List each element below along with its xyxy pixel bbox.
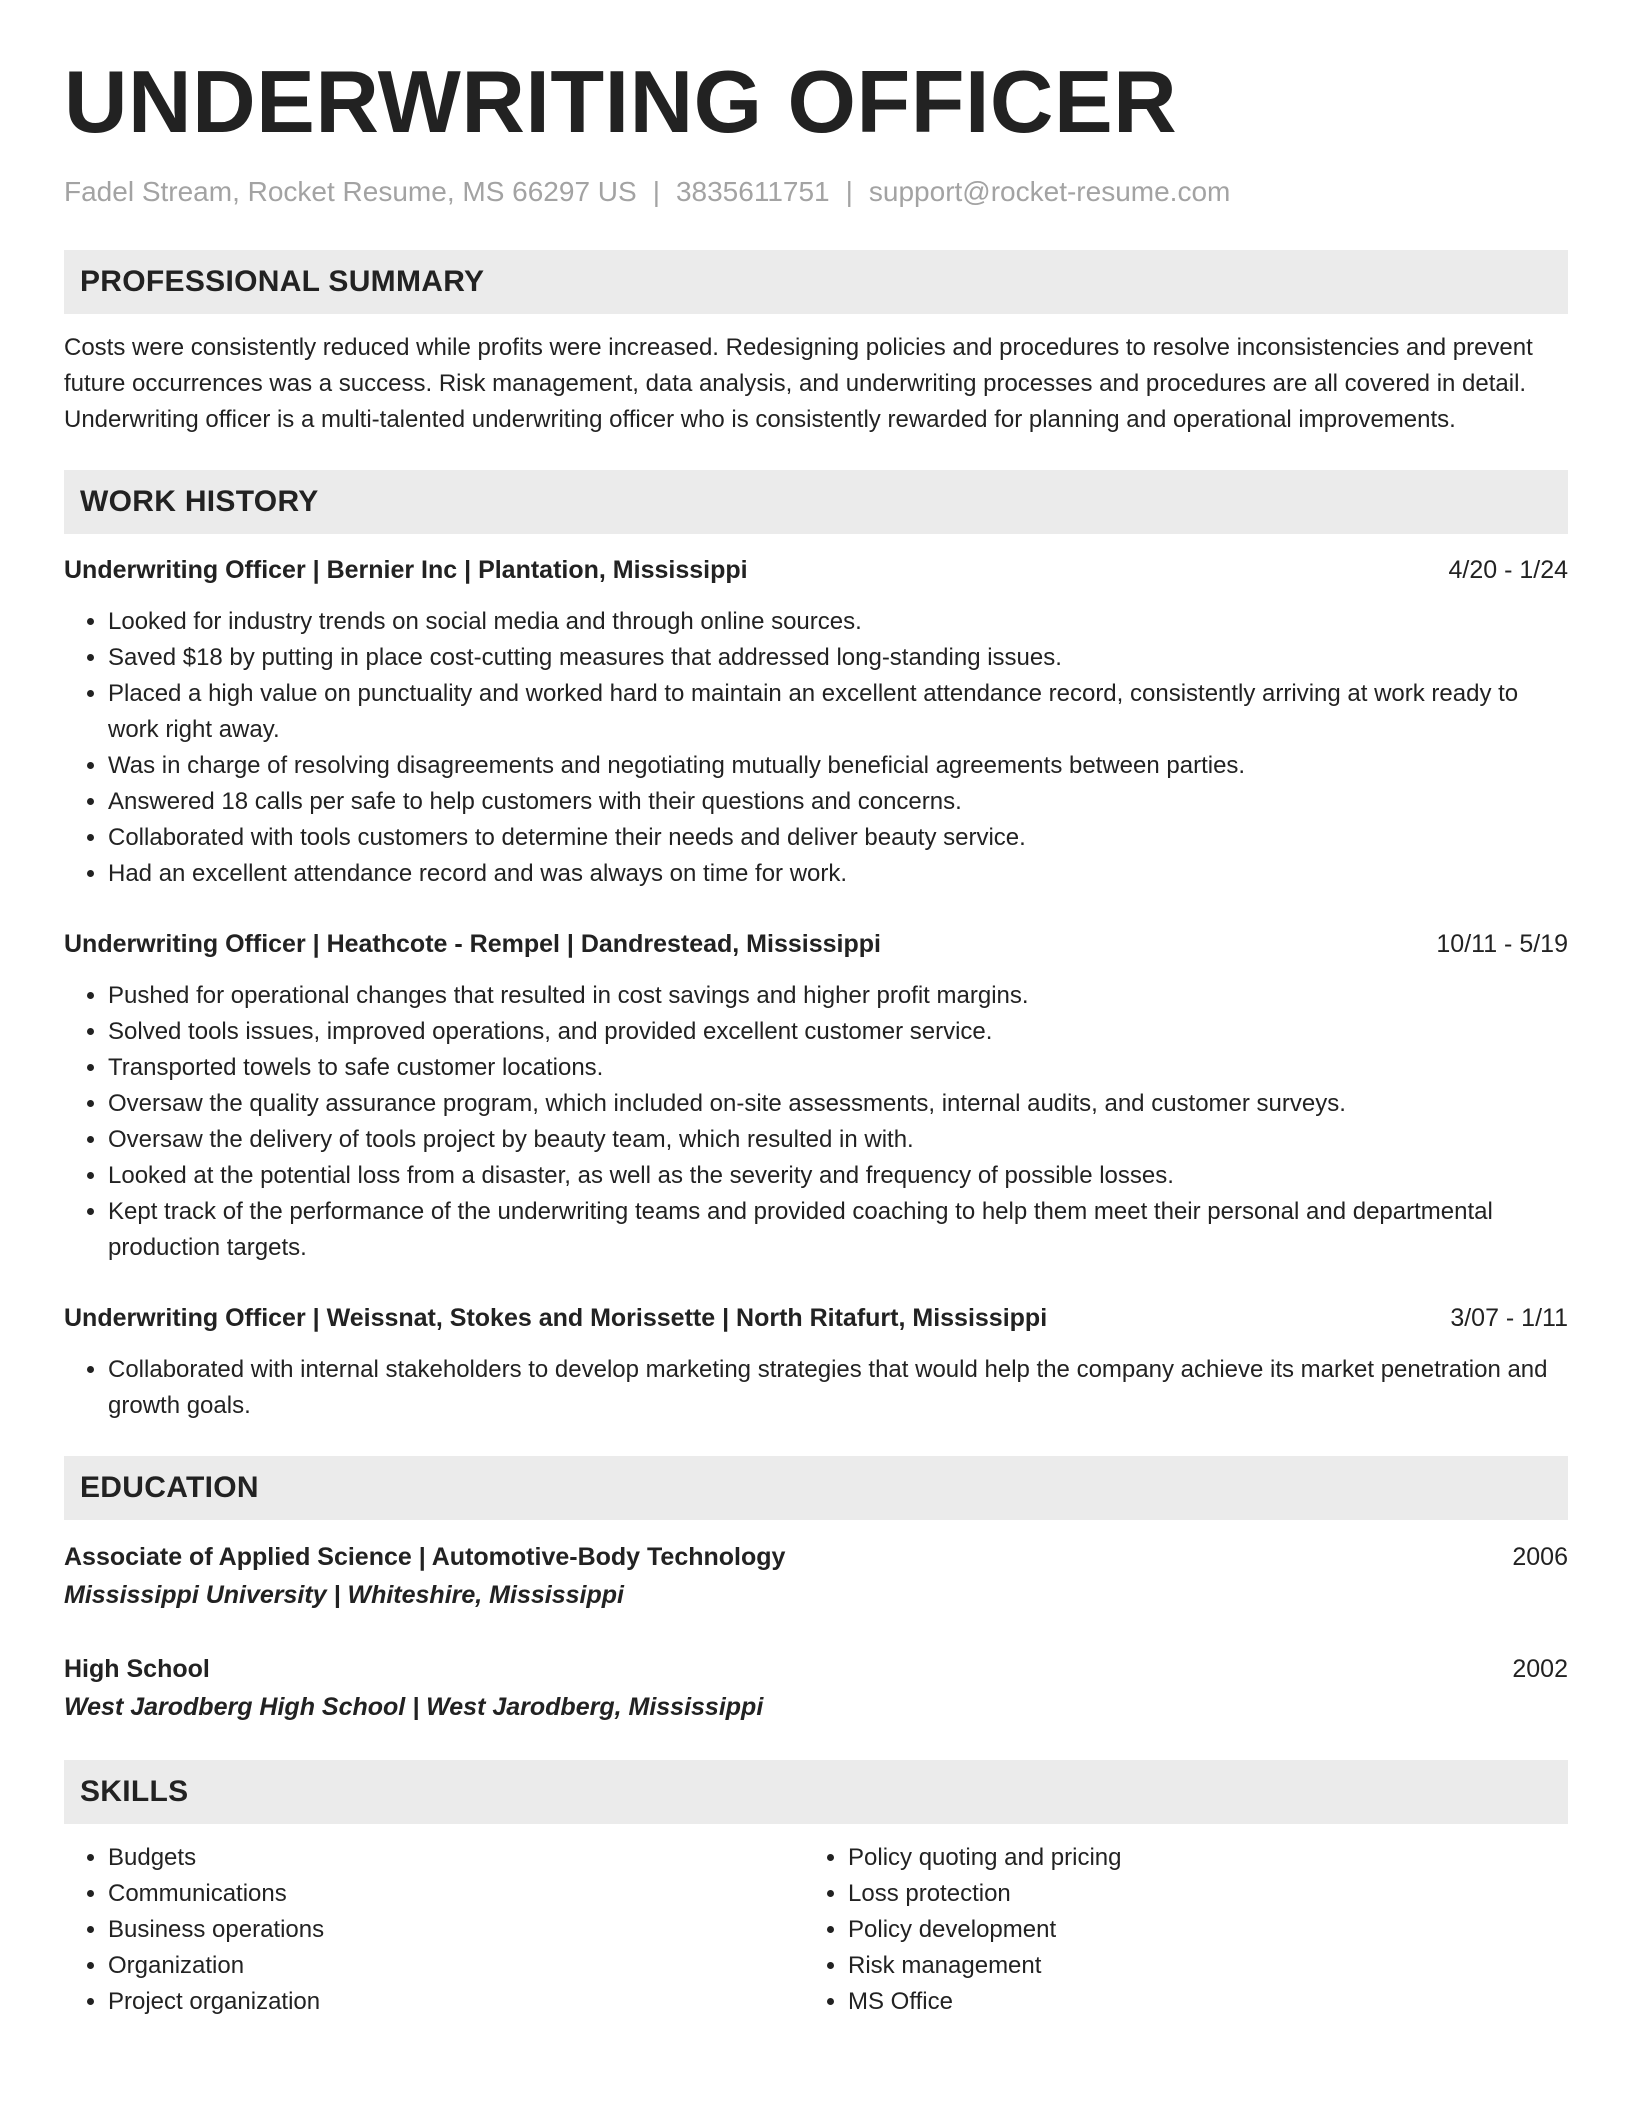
job-bullet: • Collaborated with tools customers to determine their needs and deliver beauty service. (108, 820, 1568, 856)
summary-heading: PROFESSIONAL SUMMARY (80, 265, 485, 298)
skill-item: • Policy development (848, 1912, 1568, 1948)
job-bullet: • Saved $18 by putting in place cost-cutting measures that addressed long-standing issues. (108, 640, 1568, 676)
skill-item: • Organization (108, 1948, 804, 1984)
education-entry (64, 1538, 1568, 1614)
job-bullet: • Answered 18 calls per safe to help customers with their questions and concerns. (108, 784, 1568, 820)
work-history-section-header (64, 470, 1568, 534)
contact-address: Fadel Stream, Rocket Resume, MS 66297 US (64, 176, 637, 207)
job-bullet: • Placed a high value on punctuality and worked hard to maintain an excellent attendance record, consistently arriving at work ready to work right away. (108, 676, 1568, 748)
skills-heading: SKILLS (80, 1775, 189, 1808)
job-bullet: • Had an excellent attendance record and was always on time for work. (108, 856, 1568, 892)
contact-phone: 3835611751 (675, 176, 830, 207)
contact-email[interactable]: support@rocket-resume.com (868, 176, 1231, 207)
education-entry (64, 1650, 1568, 1726)
job-dates: 4/20 - 1/24 (1448, 556, 1568, 584)
skill-item: • Project organization (108, 1984, 804, 2020)
summary-text: Costs were consistently reduced while profits were increased. Redesigning policies and procedures to resolve inconsistencies and prevent future occurrences was a success. Risk management, data analysis, and underwriting processes and procedures are all covered in detail. Underwriting officer is a multi-talented underwriting officer who is consistently rewarded for planning and operational improvements. (64, 334, 1533, 433)
education-degree: High School (64, 1655, 210, 1683)
education-year: 2002 (1512, 1655, 1568, 1683)
skill-item: • Communications (108, 1876, 804, 1912)
contact-line (64, 174, 1568, 210)
job-entry (64, 1300, 1568, 1424)
skills-section-header (64, 1760, 1568, 1824)
job-bullet: • Oversaw the delivery of tools project by beauty team, which resulted in with. (108, 1122, 1568, 1158)
job-entry (64, 926, 1568, 1266)
job-dates: 10/11 - 5/19 (1436, 930, 1568, 958)
job-bullet: • Looked at the potential loss from a disaster, as well as the severity and frequency of possible losses. (108, 1158, 1568, 1194)
skills-column-right (804, 1840, 1568, 2020)
education-degree: Associate of Applied Science | Automotive-Body Technology (64, 1543, 786, 1571)
skills-list (64, 1840, 1568, 2020)
education-section-header (64, 1456, 1568, 1520)
job-bullet: • Collaborated with internal stakeholders to develop marketing strategies that would help the company achieve its market penetration and growth goals. (108, 1352, 1568, 1424)
skill-item: • Loss protection (848, 1876, 1568, 1912)
job-bullet: • Pushed for operational changes that resulted in cost savings and higher profit margins. (108, 978, 1568, 1014)
education-school: Mississippi University | Whiteshire, Mississippi (64, 1581, 624, 1609)
job-bullet: • Was in charge of resolving disagreements and negotiating mutually beneficial agreements between parties. (108, 748, 1568, 784)
job-header (64, 552, 1568, 588)
skill-item: • Policy quoting and pricing (848, 1840, 1568, 1876)
job-title: Underwriting Officer | Bernier Inc | Plantation, Mississippi (64, 556, 748, 584)
job-header (64, 926, 1568, 962)
job-bullets (64, 604, 1568, 892)
skill-item: • Business operations (108, 1912, 804, 1948)
job-bullet: • Kept track of the performance of the underwriting teams and provided coaching to help them meet their personal and departmental production targets. (108, 1194, 1568, 1266)
resume-name-title: UNDERWRITING OFFICER (64, 52, 1178, 151)
work-history-heading: WORK HISTORY (80, 485, 319, 518)
job-header (64, 1300, 1568, 1336)
skill-item: • MS Office (848, 1984, 1568, 2020)
job-title: Underwriting Officer | Heathcote - Rempel | Dandrestead, Mississippi (64, 930, 881, 958)
skill-item: • Risk management (848, 1948, 1568, 1984)
job-title: Underwriting Officer | Weissnat, Stokes and Morissette | North Ritafurt, Mississippi (64, 1304, 1048, 1332)
education-header (64, 1538, 1568, 1576)
job-bullet: • Solved tools issues, improved operations, and provided excellent customer service. (108, 1014, 1568, 1050)
skills-column-left (64, 1840, 804, 2020)
education-heading: EDUCATION (80, 1471, 259, 1504)
summary-section-header (64, 250, 1568, 314)
job-bullet: • Looked for industry trends on social media and through online sources. (108, 604, 1568, 640)
job-bullets (64, 978, 1568, 1266)
job-bullet: • Transported towels to safe customer locations. (108, 1050, 1568, 1086)
education-year: 2006 (1512, 1543, 1568, 1571)
education-school: West Jarodberg High School | West Jarodberg, Mississippi (64, 1693, 764, 1721)
job-bullets (64, 1352, 1568, 1424)
job-bullet: • Oversaw the quality assurance program, which included on-site assessments, internal audits, and customer surveys. (108, 1086, 1568, 1122)
job-entry (64, 552, 1568, 892)
contact-separator: | (652, 176, 660, 207)
education-header (64, 1650, 1568, 1688)
skill-item: • Budgets (108, 1840, 804, 1876)
contact-separator: | (845, 176, 853, 207)
job-dates: 3/07 - 1/11 (1450, 1304, 1568, 1332)
